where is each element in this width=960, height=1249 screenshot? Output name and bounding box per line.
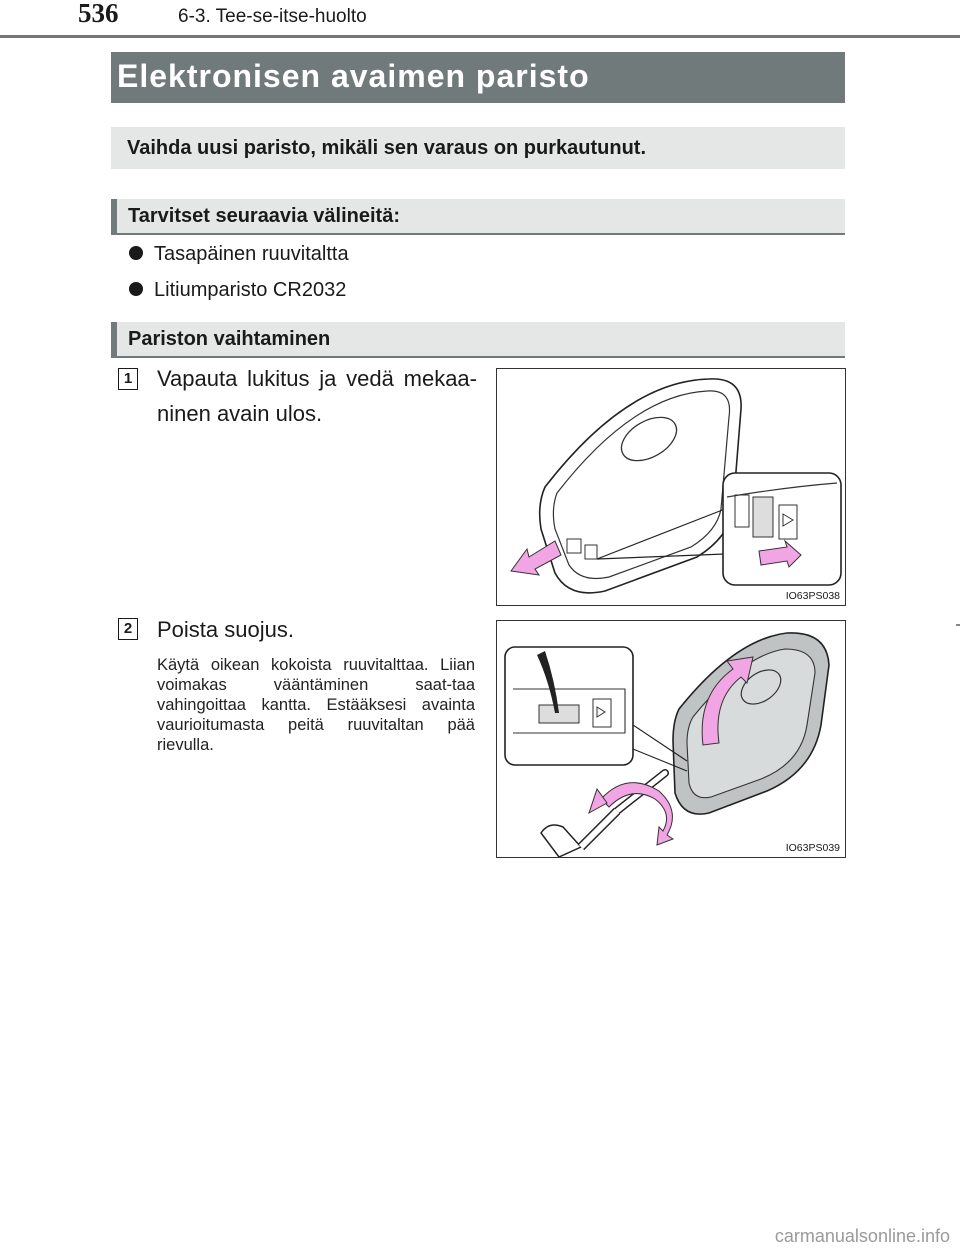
step-2-text: Poista suojus.	[157, 617, 294, 642]
bullet-icon	[129, 282, 143, 296]
tool-item-label: Litiumparisto CR2032	[154, 279, 347, 301]
figure-remove-cover	[496, 620, 846, 858]
screwdriver-handle	[541, 825, 581, 857]
step-2-note: Käytä oikean kokoista ruuvitalttaa. Liian voimakas vääntäminen saat-taa vahingoittaa kantta. Estääksesi avainta vaurioitumasta peitä ruuvitaltan pää rievulla.	[157, 656, 475, 754]
watermark: carmanualsonline.info	[774, 1226, 950, 1246]
inset-slot	[539, 705, 579, 723]
figure-code: IO63PS039	[785, 842, 840, 854]
screwdriver-body-fill	[581, 811, 617, 847]
key-fob-outline	[540, 379, 741, 593]
header-divider	[0, 35, 960, 38]
page-number: 536	[78, 0, 119, 28]
section-title: 6-3. Tee-se-itse-huolto	[178, 6, 367, 27]
key-release-illustration	[497, 369, 845, 605]
page-edge-mark	[956, 624, 960, 626]
replacement-heading: Pariston vaihtaminen	[111, 322, 845, 358]
tools-heading: Tarvitset seuraavia välineitä:	[111, 199, 845, 235]
twist-arrow-head-icon	[589, 789, 607, 813]
intro-text: Vaihda uusi paristo, mikäli sen varaus on purkautunut.	[111, 127, 845, 169]
inset-part	[753, 497, 773, 537]
tool-item-battery	[129, 279, 346, 302]
step-number-badge: 1	[118, 368, 138, 390]
page-title: Elektronisen avaimen paristo	[111, 52, 845, 103]
tool-item-label: Tasapäinen ruuvitaltta	[154, 243, 349, 265]
figure-key-release	[496, 368, 846, 606]
step-number-badge: 2	[118, 618, 138, 640]
bullet-icon	[129, 246, 143, 260]
step-1-text: Vapauta lukitus ja vedä mekaa-ninen avain ulos.	[157, 366, 477, 426]
detail-inset	[723, 473, 841, 585]
figure-code: IO63PS038	[785, 590, 840, 602]
remove-cover-illustration	[497, 621, 845, 857]
tool-item-screwdriver	[129, 243, 349, 266]
